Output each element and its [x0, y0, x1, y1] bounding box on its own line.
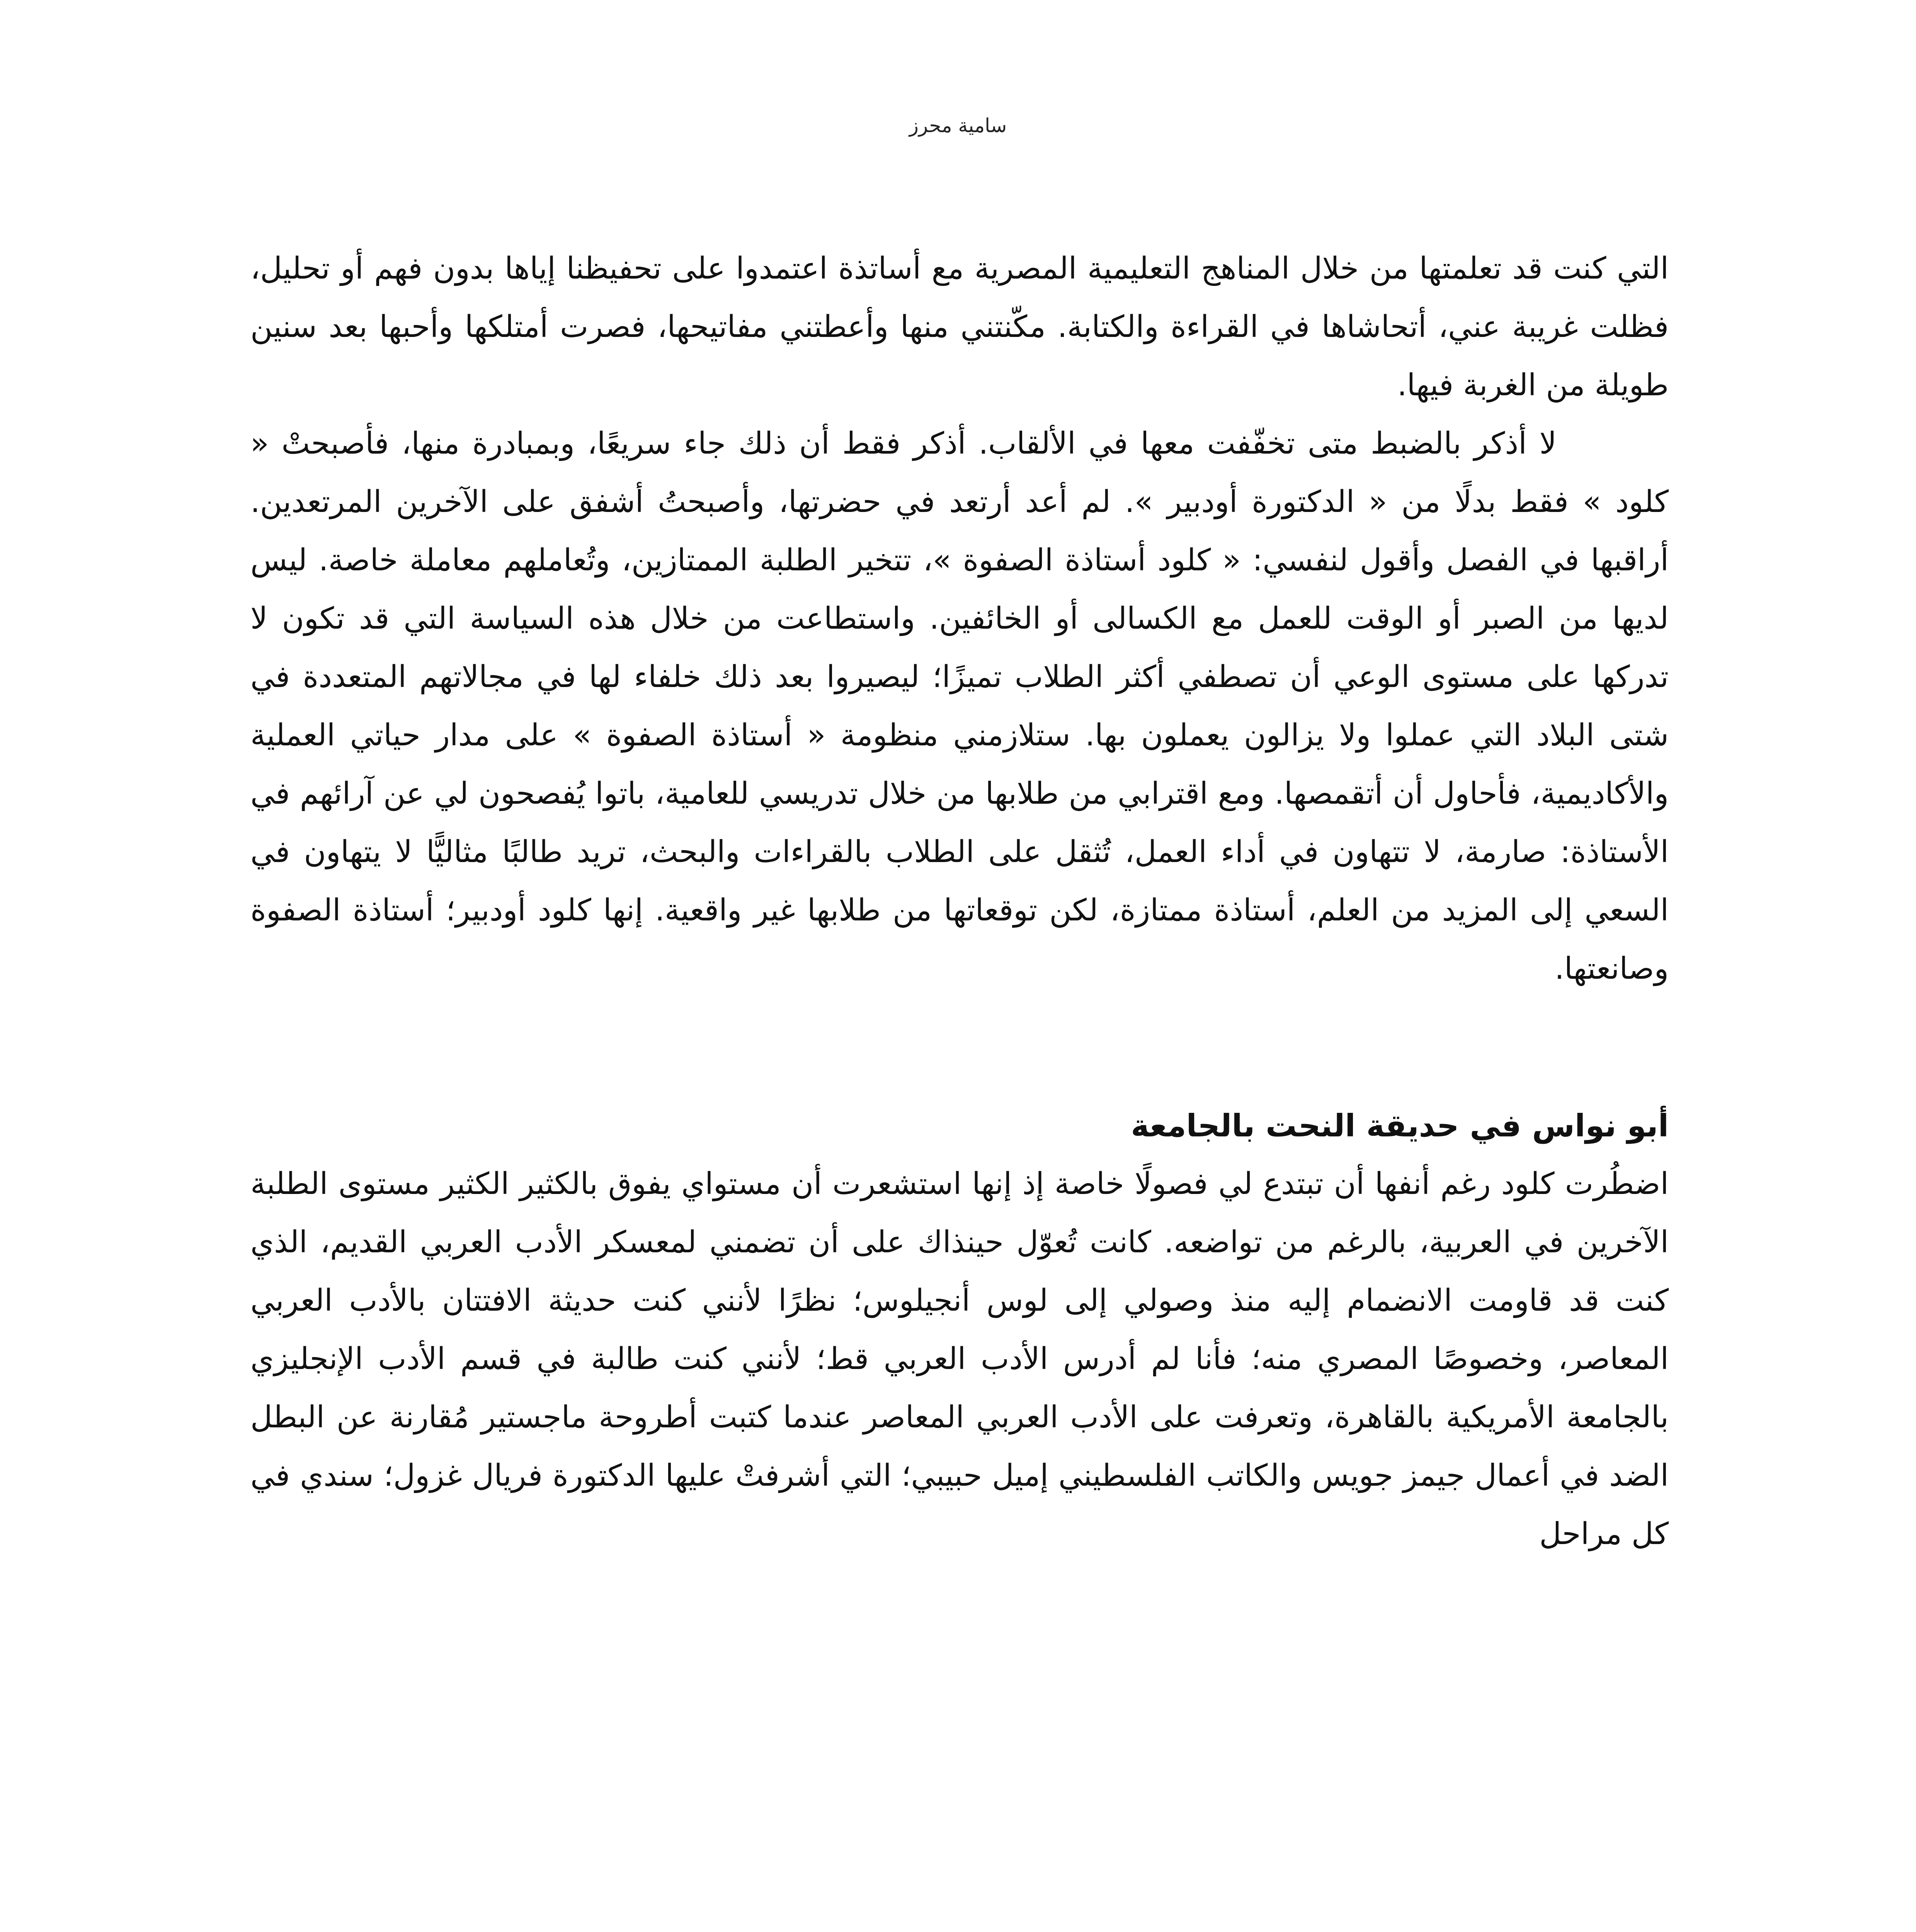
section-heading: أبو نواس في حديقة النحت بالجامعة [1131, 1108, 1669, 1144]
body-text [250, 240, 1669, 1563]
paragraph-claude-elite-professor: لا أذكر بالضبط متى تخفّفت معها في الألقاب. أذكر فقط أن ذلك جاء سريعًا، وبمبادرة منها، فأصبحتْ « كلود » فقط بدلًا من « الدكتورة أودبير ». لم أعد أرتعد في حضرتها، وأصبحتُ أشفق على الآخرين المرتعدين. أراقبها في الفصل وأقول لنفسي: « كلود أستاذة الصفوة »، تتخير الطلبة الممتازين، وتُعاملهم معاملة خاصة. ليس لديها من الصبر أو الوقت للعمل مع الكسالى أو الخائفين. واستطاعت من خلال هذه السياسة التي قد تكون لا تدركها على مستوى الوعي أن تصطفي أكثر الطلاب تميزًا؛ ليصيروا بعد ذلك خلفاء لها في مجالاتهم المتعددة في شتى البلاد التي عملوا ولا يزالون يعملون بها. ستلازمني منظومة « أستاذة الصفوة » على مدار حياتي العملية والأكاديمية، فأحاول أن أتقمصها. ومع اقترابي من طلابها من خلال تدريسي للعامية، باتوا يُفصحون لي عن آرائهم في الأستاذة: صارمة، لا تتهاون في أداء العمل، تُثقل على الطلاب بالقراءات والبحث، تريد طالبًا مثاليًّا لا يتهاون في السعي إلى المزيد من العلم، أستاذة ممتازة، لكن توقعاتها من طلابها غير واقعية. إنها كلود أودبير؛ أستاذة الصفوة وصانعتها. [250, 426, 1669, 986]
paragraph-abu-nuwas-section: اضطُرت كلود رغم أنفها أن تبتدع لي فصولًا خاصة إذ إنها استشعرت أن مستواي يفوق بالكثير الكثير مستوى الطلبة الآخرين في العربية، بالرغم من تواضعه. كانت تُعوّل حينذاك على أن تضمني لمعسكر الأدب العربي القديم، الذي كنت قد قاومت الانضمام إليه منذ وصولي إلى لوس أنجيلوس؛ نظرًا لأنني كنت حديثة الافتتان بالأدب العربي المعاصر، وخصوصًا المصري منه؛ فأنا لم أدرس الأدب العربي قط؛ لأنني كنت طالبة في قسم الأدب الإنجليزي بالجامعة الأمريكية بالقاهرة، وتعرفت على الأدب العربي المعاصر عندما كتبت أطروحة ماجستير مُقارنة عن البطل الضد في أعمال جيمز جويس والكاتب الفلسطيني إميل حبيبي؛ التي أشرفتْ عليها الدكتورة فريال غزول؛ سندي في كل مراحل [250, 1167, 1669, 1551]
running-header-author: سامية محرز [909, 114, 1007, 137]
paragraph-continuation: التي كنت قد تعلمتها من خلال المناهج التعليمية المصرية مع أساتذة اعتمدوا على تحفيظنا إياها بدون فهم أو تحليل، فظلت غريبة عني، أتحاشاها في القراءة والكتابة. مكّنتني منها وأعطتني مفاتيحها، فصرت أمتلكها وأحبها بعد سنين طويلة من الغربة فيها. [250, 251, 1669, 403]
